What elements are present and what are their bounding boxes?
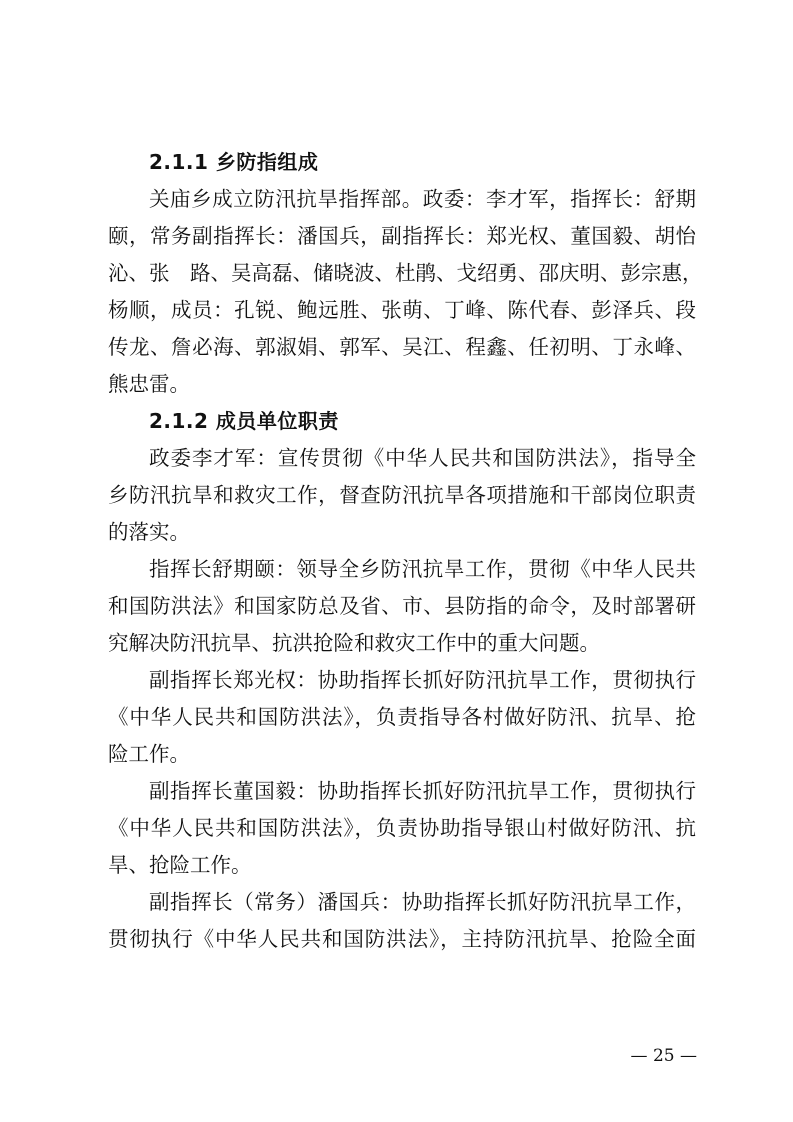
paragraph-political-commissar <box>108 440 696 551</box>
paragraph-line: 颐，常务副指挥长：潘国兵，副指挥长：郑光权、董国毅、胡怡 <box>108 224 696 248</box>
paragraph-line: 和国防洪法》和国家防总及省、市、县防指的命令，及时部署研 <box>108 594 696 618</box>
paragraph-line: 杨顺，成员：孔锐、鲍远胜、张萌、丁峰、陈代春、彭泽兵、段 <box>108 298 696 322</box>
paragraph-line: 贯彻执行《中华人民共和国防洪法》，主持防汛抗旱、抢险全面 <box>108 927 696 951</box>
page-number: — 25 — <box>630 1046 697 1066</box>
document-body <box>108 144 703 958</box>
paragraph-line: 沁、张 路、吴高磊、储晓波、杜鹃、戈绍勇、邵庆明、彭宗惠， <box>108 261 703 285</box>
paragraph-line: 乡防汛抗旱和救灾工作，督查防汛抗旱各项措施和干部岗位职责 <box>108 483 696 507</box>
paragraph-line: 关庙乡成立防汛抗旱指挥部。政委：李才军，指挥长：舒期 <box>149 187 696 211</box>
paragraph-line: 副指挥长（常务）潘国兵：协助指挥长抓好防汛抗旱工作， <box>149 890 696 914</box>
paragraph-commander <box>108 551 696 662</box>
paragraph-line: 《中华人民共和国防洪法》，负责指导各村做好防汛、抗旱、抢 <box>108 705 696 729</box>
paragraph-deputy-dong <box>108 773 696 884</box>
paragraph-line: 险工作。 <box>108 742 190 766</box>
paragraph-line: 旱、抢险工作。 <box>108 853 252 877</box>
paragraph-line: 熊忠雷。 <box>108 372 190 396</box>
paragraph-line: 政委李才军：宣传贯彻《中华人民共和国防洪法》，指导全 <box>149 446 696 470</box>
paragraph-line: 究解决防汛抗旱、抗洪抢险和救灾工作中的重大问题。 <box>108 631 600 655</box>
paragraph-deputy-zheng <box>108 662 696 773</box>
paragraph-line: 《中华人民共和国防洪法》，负责协助指导银山村做好防汛、抗 <box>108 816 696 840</box>
section-heading-2-1-1: 2.1.1 乡防指组成 <box>149 150 319 174</box>
paragraph-line: 的落实。 <box>108 520 190 544</box>
section-heading-2-1-2: 2.1.2 成员单位职责 <box>149 409 339 433</box>
paragraph-line: 传龙、詹必海、郭淑娟、郭军、吴江、程鑫、任初明、丁永峰、 <box>108 335 696 359</box>
paragraph-deputy-pan <box>108 884 696 958</box>
paragraph-line: 副指挥长董国毅：协助指挥长抓好防汛抗旱工作，贯彻执行 <box>149 779 696 803</box>
paragraph-composition <box>108 181 703 403</box>
paragraph-line: 指挥长舒期颐：领导全乡防汛抗旱工作，贯彻《中华人民共 <box>149 557 696 581</box>
paragraph-line: 副指挥长郑光权：协助指挥长抓好防汛抗旱工作，贯彻执行 <box>149 668 696 692</box>
